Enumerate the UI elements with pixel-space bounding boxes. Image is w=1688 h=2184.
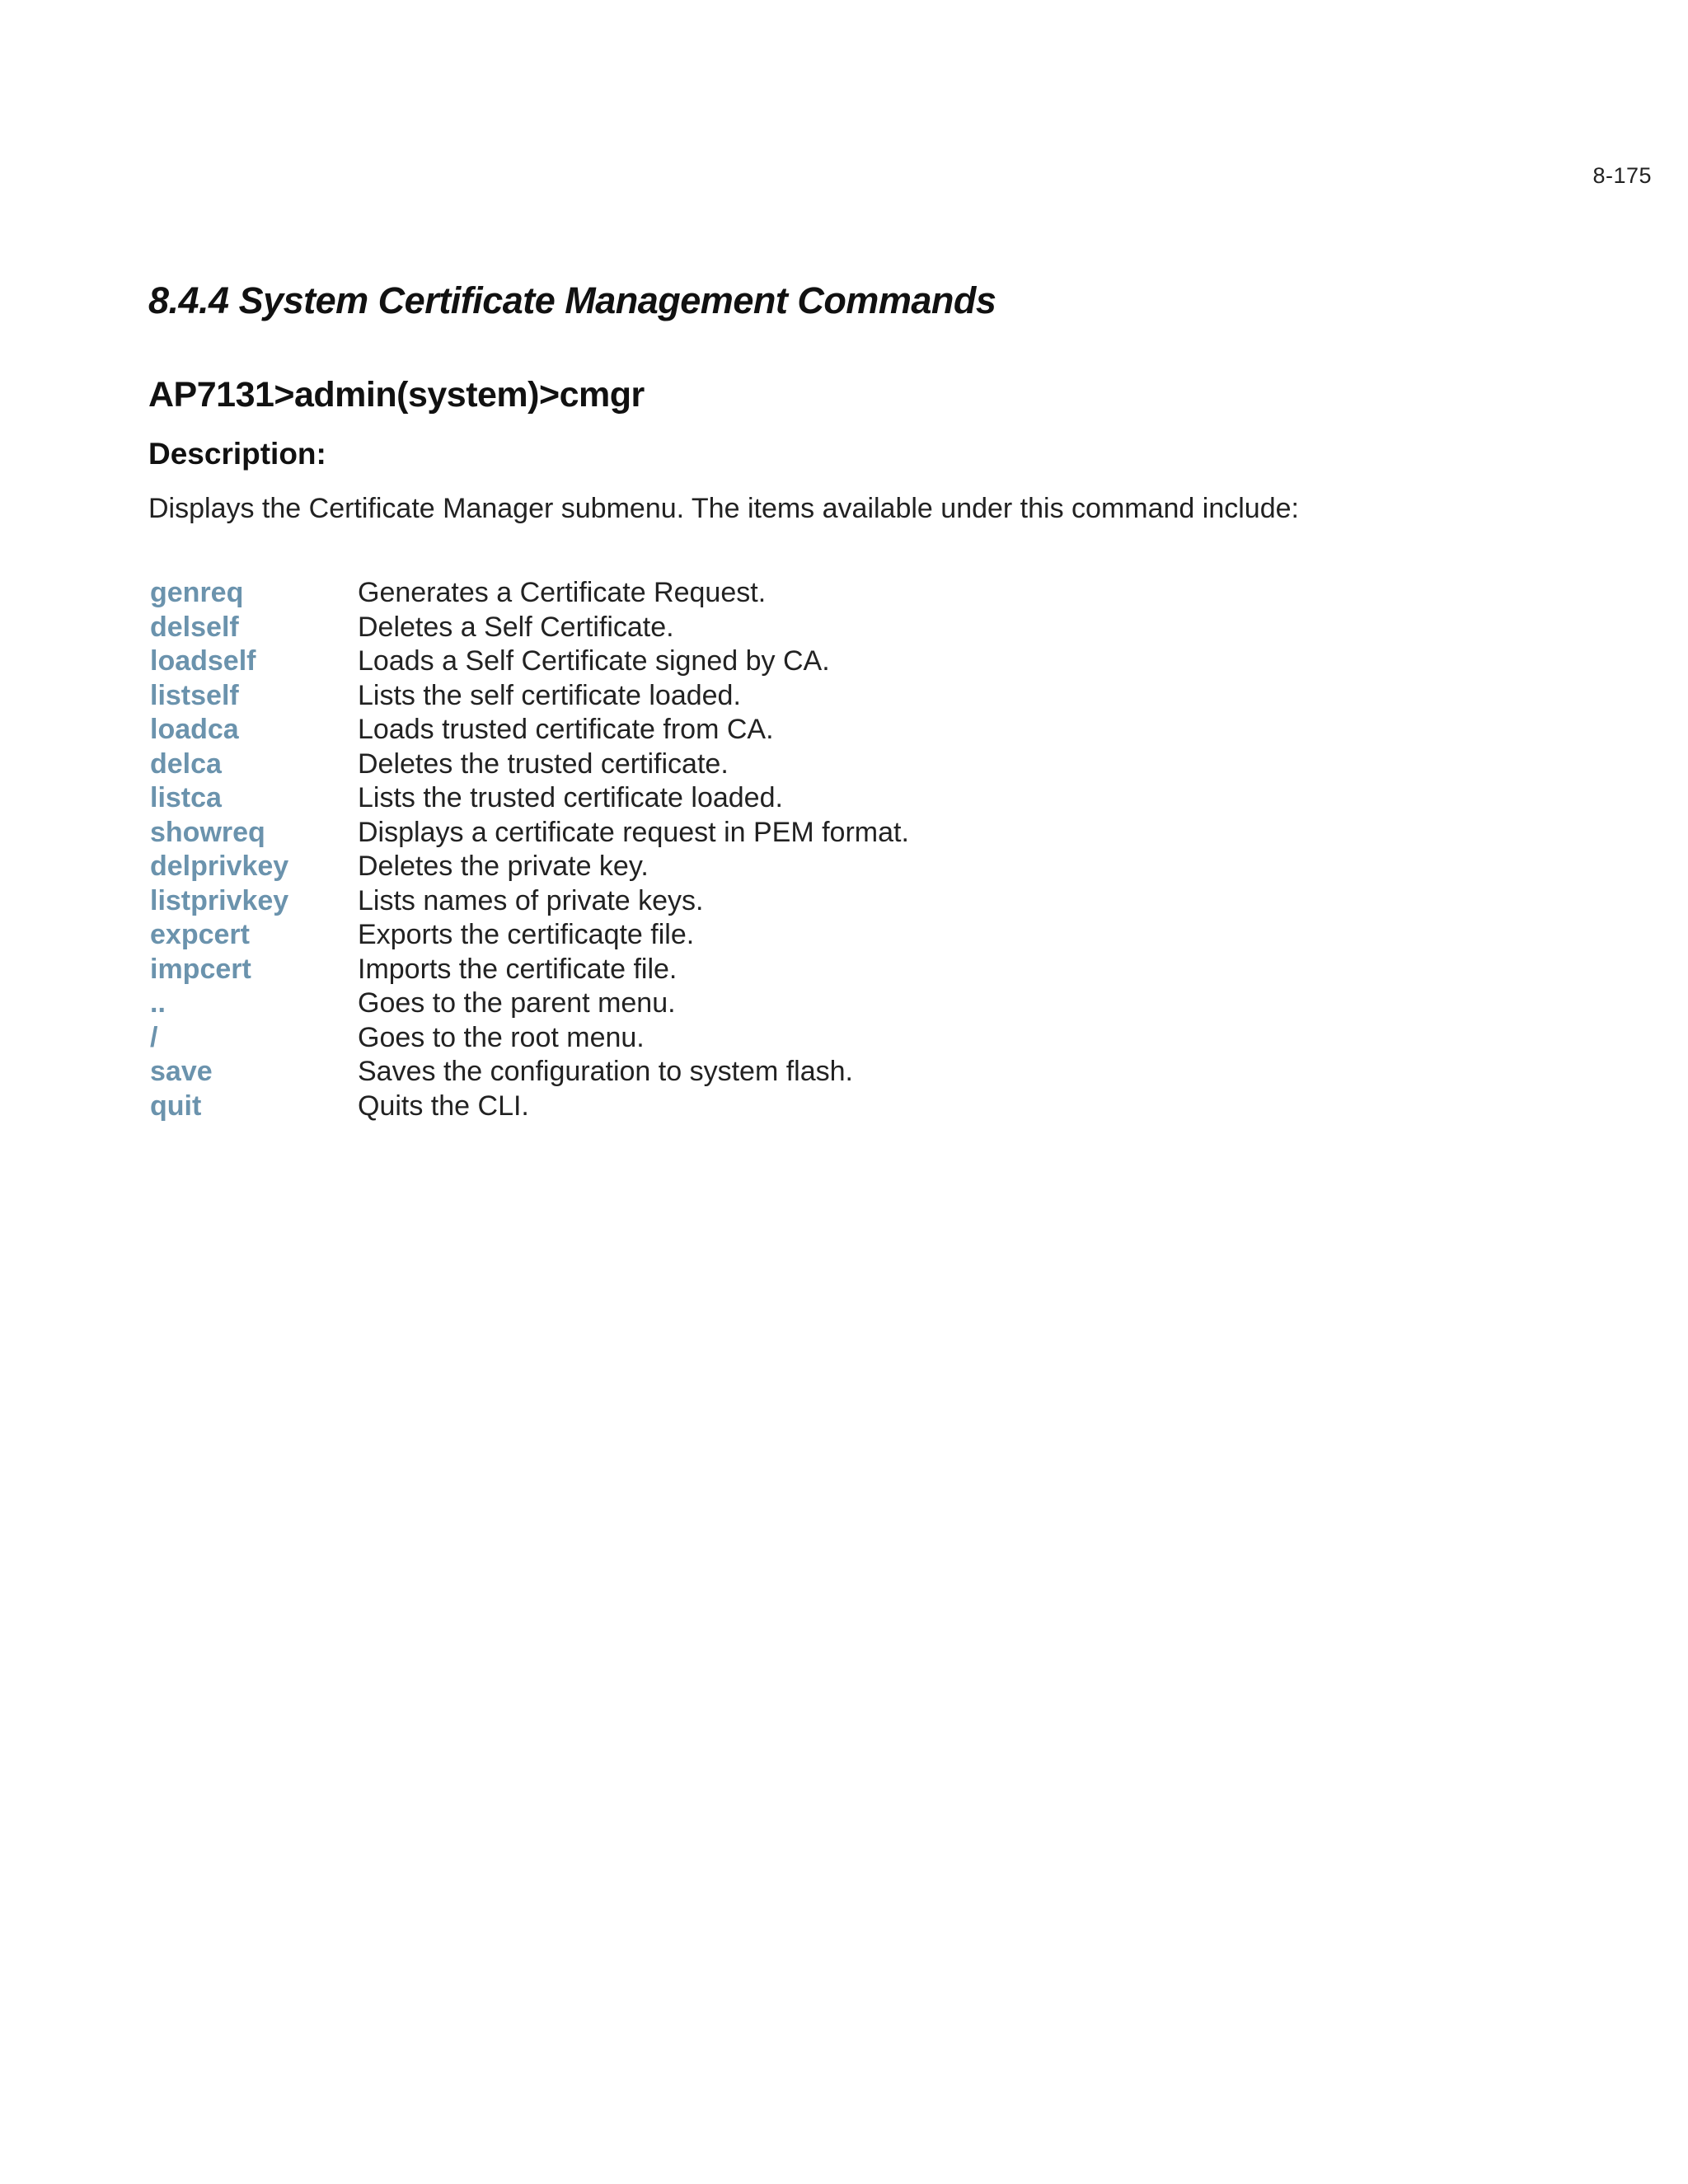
command-name: loadself	[150, 645, 256, 677]
command-description: Lists the self certificate loaded.	[358, 679, 741, 711]
command-description: Lists names of private keys.	[358, 884, 704, 916]
command-row	[148, 644, 1615, 678]
command-list	[148, 575, 1615, 1122]
command-name: delprivkey	[150, 851, 289, 883]
command-row	[148, 986, 1615, 1020]
command-row	[148, 883, 1615, 918]
description-label: Description:	[148, 436, 326, 471]
command-name: showreq	[150, 816, 265, 848]
command-row	[148, 610, 1615, 644]
command-description: Generates a Certificate Request.	[358, 577, 767, 609]
command-name: genreq	[150, 577, 244, 609]
command-description: Saves the configuration to system flash.	[358, 1056, 853, 1088]
command-name: expcert	[150, 919, 250, 951]
page-content	[148, 280, 1615, 1122]
command-row	[148, 952, 1615, 987]
command-name: listprivkey	[150, 884, 289, 916]
command-description: Lists the trusted certificate loaded.	[358, 782, 783, 814]
command-row	[148, 747, 1615, 781]
command-description: Displays a certificate request in PEM format.	[358, 816, 909, 848]
command-row	[148, 1020, 1615, 1055]
command-name: delca	[150, 748, 222, 780]
command-row	[148, 917, 1615, 952]
command-description: Quits the CLI.	[358, 1090, 529, 1122]
command-row	[148, 815, 1615, 850]
command-name: /	[150, 1021, 158, 1053]
command-row	[148, 575, 1615, 610]
command-name: quit	[150, 1090, 202, 1122]
command-name: impcert	[150, 953, 251, 985]
command-description: Imports the certificate file.	[358, 953, 678, 985]
command-description: Goes to the root menu.	[358, 1021, 645, 1053]
command-name: listca	[150, 782, 222, 814]
description-text: Displays the Certificate Manager submenu. The items available under this command include:	[148, 493, 1299, 525]
command-name: delself	[150, 611, 239, 643]
command-name: listself	[150, 679, 239, 711]
command-description: Deletes the trusted certificate.	[358, 748, 729, 780]
command-row	[148, 678, 1615, 713]
command-row	[148, 1089, 1615, 1123]
command-description: Deletes the private key.	[358, 851, 649, 883]
command-name: save	[150, 1056, 213, 1088]
section-heading: 8.4.4 System Certificate Management Commands	[148, 279, 996, 321]
command-row	[148, 780, 1615, 815]
command-description: Loads a Self Certificate signed by CA.	[358, 645, 830, 677]
command-name: loadca	[150, 714, 239, 746]
command-row	[148, 849, 1615, 883]
command-description: Loads trusted certificate from CA.	[358, 714, 774, 746]
command-name: ..	[150, 987, 166, 1019]
command-row	[148, 1054, 1615, 1089]
command-description: Deletes a Self Certificate.	[358, 611, 674, 643]
page-number: 8-175	[1592, 163, 1652, 188]
command-heading: AP7131>admin(system)>cmgr	[148, 374, 645, 415]
command-description: Exports the certificaqte file.	[358, 919, 695, 951]
command-description: Goes to the parent menu.	[358, 987, 676, 1019]
command-row	[148, 712, 1615, 747]
